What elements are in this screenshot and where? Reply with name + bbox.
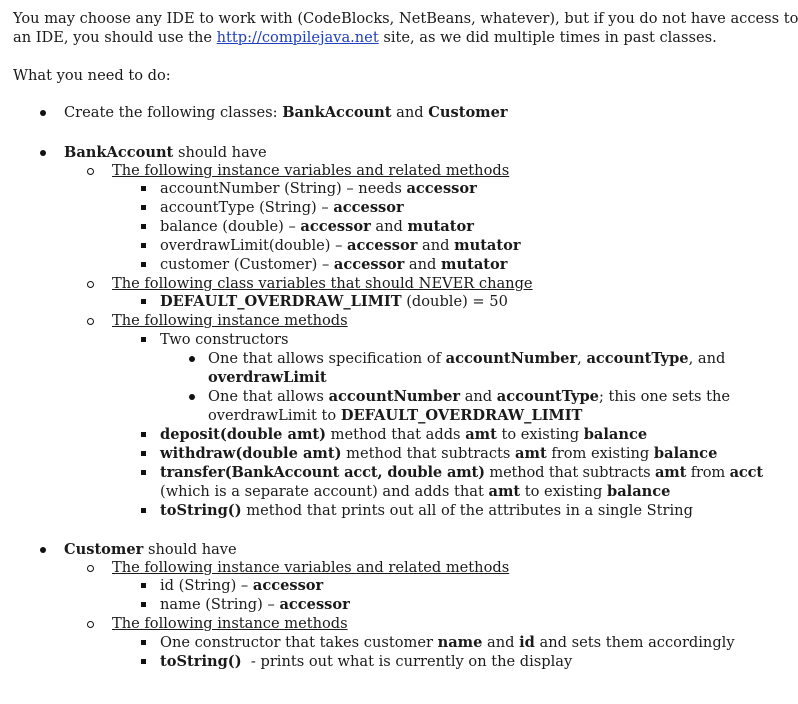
cust-ctor-post: and sets them accordingly: [534, 634, 735, 651]
ctor1-comma: ,: [577, 350, 587, 367]
square-bullet-icon: [141, 243, 146, 248]
square-bullet-icon: [141, 602, 146, 607]
cvar-rest: (double) = 50: [401, 293, 508, 310]
ctor2-line-1: [208, 387, 730, 406]
transfer-t3: to existing: [520, 483, 607, 500]
cust-ctor-id: id: [519, 634, 535, 651]
ivar-text: overdrawLimit(double) –: [160, 237, 348, 254]
ivar-mutator: mutator: [407, 218, 474, 235]
ctor2-post: ; this one sets the: [598, 388, 731, 405]
customer-constructor: [160, 633, 735, 652]
ivar-text: customer (Customer) –: [160, 256, 334, 273]
intro-text-1: You may choose any IDE to work with (CodeBlocks, NetBeans, whatever), but if you do not have access to: [13, 10, 798, 27]
ctor1-and: , and: [688, 350, 726, 367]
square-bullet-icon: [141, 451, 146, 456]
method-transfer-line-2: [160, 482, 670, 501]
square-bullet-icon: [141, 337, 146, 342]
bankaccount-should-have: should have: [173, 144, 267, 161]
intro-line-1: [13, 9, 798, 28]
method-tostring: [160, 501, 693, 520]
transfer-t1: method that subtracts: [484, 464, 655, 481]
customer-should-have: should have: [143, 541, 237, 558]
withdraw-balance: balance: [653, 445, 718, 462]
deposit-t1: method that adds: [326, 426, 466, 443]
customer-ivar-name: [160, 595, 350, 614]
ivar-accessor: accessor: [347, 237, 418, 254]
heading-text: What you need to do:: [13, 67, 171, 84]
bank-cvar-default-overdraw: [160, 292, 508, 311]
customer-imethods-header: The following instance methods: [112, 615, 348, 632]
ctor2-pre: One that allows: [208, 388, 329, 405]
class-name-customer: Customer: [428, 104, 508, 121]
ivar-text: accountNumber (String) – needs: [160, 180, 407, 197]
hollow-bullet-icon: [87, 281, 94, 288]
square-bullet-icon: [141, 583, 146, 588]
square-bullet-icon: [141, 262, 146, 267]
bankaccount-title: BankAccount: [64, 144, 174, 161]
compilejava-link[interactable]: http://compilejava.net: [216, 29, 379, 46]
method-deposit: [160, 425, 647, 444]
bank-ivar-balance: [160, 217, 474, 236]
ctor1-overdraw-limit: overdrawLimit: [208, 369, 327, 386]
ivar-and: and: [370, 218, 408, 235]
ctor2-and: and: [460, 388, 497, 405]
section-heading: [13, 66, 171, 85]
create-classes-item: [64, 103, 508, 122]
ivar-text: accountType (String) –: [160, 199, 334, 216]
ivar-and: and: [404, 256, 442, 273]
ivar-accessor: accessor: [333, 199, 404, 216]
square-bullet-icon: [141, 224, 146, 229]
ctor1-account-type: accountType: [586, 350, 689, 367]
ivar-mutator: mutator: [441, 256, 508, 273]
withdraw-amt: amt: [515, 445, 547, 462]
ivar-text: id (String) –: [160, 577, 253, 594]
ivar-and: and: [417, 237, 455, 254]
square-bullet-icon: [141, 640, 146, 645]
hollow-bullet-icon: [87, 168, 94, 175]
create-and: and: [391, 104, 429, 121]
class-name-bankaccount: BankAccount: [282, 104, 392, 121]
bank-constructors: Two constructors: [160, 331, 289, 348]
cust-tostring-text: - prints out what is currently on the display: [241, 653, 573, 670]
ivar-accessor: accessor: [300, 218, 371, 235]
hollow-bullet-icon: [87, 621, 94, 628]
bankaccount-heading: [64, 143, 267, 162]
ivar-accessor: accessor: [406, 180, 477, 197]
transfer-balance: balance: [607, 483, 671, 500]
intro-text-2a: an IDE, you should use the: [13, 29, 217, 46]
square-bullet-icon: [141, 205, 146, 210]
ctor1-account-number: accountNumber: [445, 350, 578, 367]
bank-cvars-header: The following class variables that should NEVER change: [112, 275, 533, 292]
customer-tostring: [160, 652, 572, 671]
ivar-text: balance (double) –: [160, 218, 301, 235]
tostring-signature: toString(): [160, 502, 242, 519]
cust-tostring-signature: toString(): [160, 653, 242, 670]
ctor1-line-2: [208, 368, 327, 387]
cust-ctor-pre: One constructor that takes customer: [160, 634, 438, 651]
bank-ivar-account-type: [160, 198, 404, 217]
ctor2-default-limit: DEFAULT_OVERDRAW_LIMIT: [340, 407, 583, 424]
transfer-amt: amt: [655, 464, 687, 481]
bank-imethods-header: The following instance methods: [112, 312, 348, 329]
deposit-t2: to existing: [496, 426, 584, 443]
method-transfer-line-1: [160, 463, 763, 482]
intro-line-2: [13, 28, 717, 47]
square-bullet-icon: [141, 659, 146, 664]
square-bullet-icon: [141, 508, 146, 513]
hollow-bullet-icon: [87, 565, 94, 572]
cust-ctor-name: name: [437, 634, 483, 651]
create-text: Create the following classes:: [64, 104, 283, 121]
ivar-accessor: accessor: [252, 577, 324, 594]
bullet-icon: [189, 394, 195, 400]
bullet-icon: [40, 110, 46, 116]
deposit-amt: amt: [465, 426, 497, 443]
bank-ivar-overdraw-limit: [160, 236, 521, 255]
transfer-line2: (which is a separate account) and adds that: [160, 483, 489, 500]
ctor1-line-1: [208, 349, 725, 368]
hollow-bullet-icon: [87, 318, 94, 325]
transfer-t2: from: [686, 464, 730, 481]
customer-title: Customer: [64, 541, 144, 558]
method-withdraw: [160, 444, 717, 463]
customer-ivars-header: The following instance variables and related methods: [112, 559, 510, 576]
bullet-icon: [40, 547, 46, 553]
ctor2-account-type: accountType: [496, 388, 599, 405]
ctor2-line2-text: overdrawLimit to: [208, 407, 341, 424]
bank-ivar-customer: [160, 255, 507, 274]
transfer-signature: transfer(BankAccount acct, double amt): [160, 464, 485, 481]
intro-text-2b: site, as we did multiple times in past classes.: [378, 29, 717, 46]
tostring-text: method that prints out all of the attributes in a single String: [241, 502, 693, 519]
transfer-acct: acct: [729, 464, 763, 481]
square-bullet-icon: [141, 186, 146, 191]
square-bullet-icon: [141, 470, 146, 475]
withdraw-signature: withdraw(double amt): [160, 445, 342, 462]
ctor1-pre: One that allows specification of: [208, 350, 446, 367]
bullet-icon: [189, 356, 195, 362]
bank-ivars-header: The following instance variables and related methods: [112, 162, 510, 179]
withdraw-t2: from existing: [546, 445, 654, 462]
ctor2-account-number: accountNumber: [328, 388, 461, 405]
square-bullet-icon: [141, 299, 146, 304]
square-bullet-icon: [141, 432, 146, 437]
cvar-name: DEFAULT_OVERDRAW_LIMIT: [160, 293, 402, 310]
ivar-mutator: mutator: [454, 237, 521, 254]
customer-heading: [64, 540, 237, 559]
cust-ctor-and: and: [482, 634, 520, 651]
ctor2-line-2: [208, 406, 582, 425]
ivar-text: name (String) –: [160, 596, 280, 613]
ivar-accessor: accessor: [279, 596, 350, 613]
deposit-balance: balance: [583, 426, 648, 443]
ivar-accessor: accessor: [333, 256, 405, 273]
transfer-amt2: amt: [488, 483, 521, 500]
customer-ivar-id: [160, 576, 323, 595]
bullet-icon: [40, 150, 46, 156]
deposit-signature: deposit(double amt): [160, 426, 327, 443]
bank-ivar-account-number: [160, 179, 477, 198]
withdraw-t1: method that subtracts: [341, 445, 516, 462]
